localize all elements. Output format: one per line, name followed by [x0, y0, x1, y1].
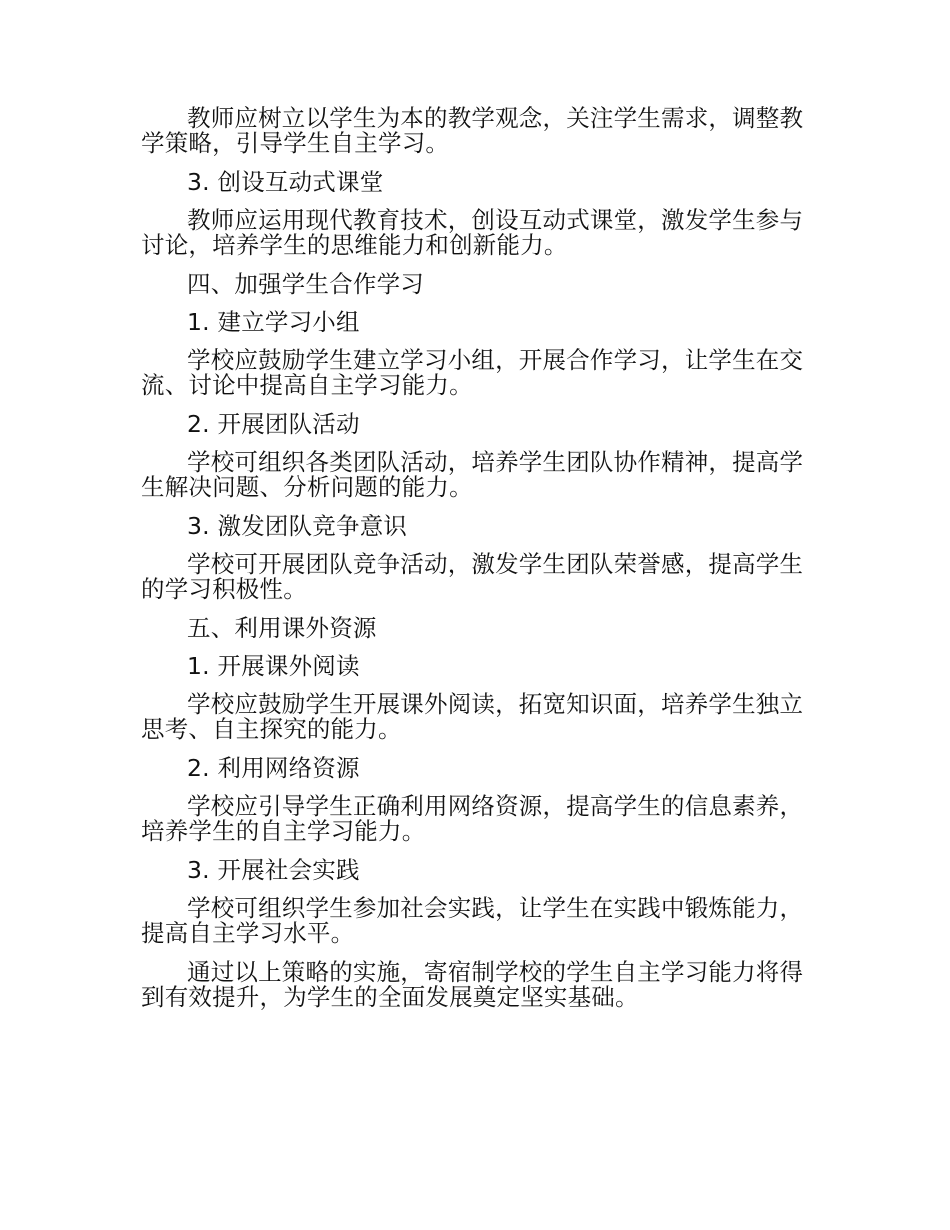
- document-body: [141, 106, 815, 1010]
- subheading-extracurricular-reading: 1. 开展课外阅读: [187, 652, 360, 680]
- paragraph-conclusion: 通过以上策略的实施，寄宿制学校的学生自主学习能力将得到有效提升，为学生的全面发展奠定坚实基础。: [141, 958, 804, 1011]
- paragraph-teacher-philosophy: 教师应树立以学生为本的教学观念，关注学生需求，调整教学策略，引导学生自主学习。: [141, 104, 804, 157]
- subheading-study-groups: 1. 建立学习小组: [187, 308, 360, 336]
- subheading-social-practice: 3. 开展社会实践: [187, 856, 360, 884]
- subheading-team-activities: 2. 开展团队活动: [187, 410, 360, 438]
- paragraph-extracurricular-reading: 学校应鼓励学生开展课外阅读，拓宽知识面，培养学生独立思考、自主探究的能力。: [141, 690, 804, 743]
- paragraph-team-activities: 学校可组织各类团队活动，培养学生团队协作精神，提高学生解决问题、分析问题的能力。: [141, 448, 804, 501]
- paragraph-social-practice: 学校可组织学生参加社会实践，让学生在实践中锻炼能力，提高自主学习水平。: [141, 894, 804, 947]
- section-heading-extracurricular-resources: 五、利用课外资源: [187, 614, 377, 642]
- paragraph-network-resources: 学校应引导学生正确利用网络资源，提高学生的信息素养，培养学生的自主学习能力。: [141, 792, 804, 845]
- paragraph-team-competition: 学校可开展团队竞争活动，激发学生团队荣誉感，提高学生的学习积极性。: [141, 550, 804, 603]
- paragraph-interactive-classroom: 教师应运用现代教育技术，创设互动式课堂，激发学生参与讨论，培养学生的思维能力和创新能力。: [141, 206, 804, 259]
- subheading-interactive-classroom: 3. 创设互动式课堂: [187, 168, 384, 196]
- subheading-team-competition: 3. 激发团队竞争意识: [187, 512, 408, 540]
- subheading-network-resources: 2. 利用网络资源: [187, 754, 360, 782]
- section-heading-cooperative-learning: 四、加强学生合作学习: [187, 270, 424, 298]
- paragraph-study-groups: 学校应鼓励学生建立学习小组，开展合作学习，让学生在交流、讨论中提高自主学习能力。: [141, 346, 804, 399]
